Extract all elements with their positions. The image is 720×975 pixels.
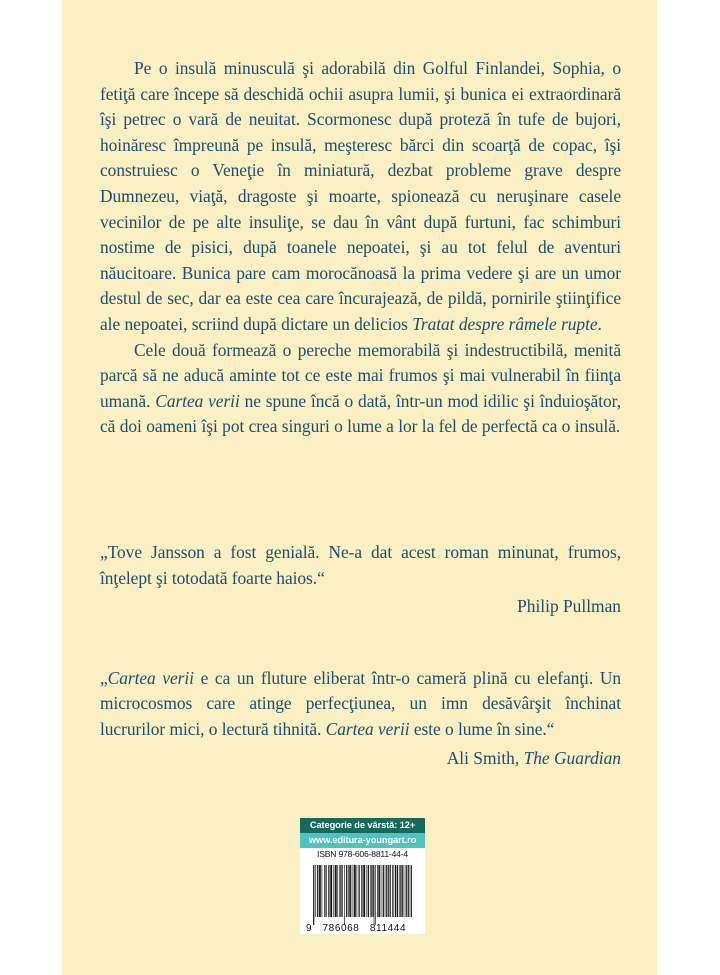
book-back-cover-page <box>62 0 657 975</box>
press-quote <box>100 666 621 771</box>
quote-attribution: Philip Pullman <box>517 596 621 617</box>
press-quotes-block <box>100 540 621 771</box>
age-category-label: Categorie de vârstă: 12+ <box>300 818 425 833</box>
blurb-text-column <box>100 56 621 440</box>
blurb-paragraph: Cele două formează o pereche memorabilă şi indestructibilă, menită parcă să ne aducă aminte tot ce este mai frumos şi mai vulnerabil în fiinţa umană. Cartea verii ne spune încă o dată, într-un mod idilic şi înduioşător, că doi oameni îşi pot crea singuri o lume a lor la fel de perfectă ca o insulă. <box>100 339 621 437</box>
quote-text: „Cartea verii e ca un fluture eliberat într-o cameră plină cu elefanţi. Un microcosmos care atinge perfecţiunea, un imn desăvârşit închinat lucrurilor mici, o lectură tihnită. Cartea verii este o lume în sine.“ <box>100 667 621 739</box>
italic-title: Cartea verii <box>155 390 240 411</box>
barcode-digit-group-right: 811444 <box>369 923 407 934</box>
isbn-barcode-card <box>300 818 425 934</box>
publisher-website-label[interactable]: www.editura-youngart.ro <box>300 833 425 848</box>
italic-title: The Guardian <box>523 747 621 768</box>
italic-title: Tratat despre râmele rupte <box>412 313 598 334</box>
quote-attribution: Ali Smith, The Guardian <box>446 747 621 768</box>
quote-text: „Tove Jansson a fost genială. Ne-a dat acest roman minunat, frumos, înţelept şi totodată foarte haios.“ <box>100 542 621 588</box>
barcode-digit-group-mid: 786068 <box>322 923 360 934</box>
ean13-barcode <box>300 861 425 934</box>
blurb-paragraph: Pe o insulă minusculă şi adorabilă din Golful Finlandei, Sophia, o fetiţă care începe să deschidă ochii asupra lumii, şi bunica ei extraordinară îşi petrec o vară de neuitat. Scormonesc după proteză în tufe de bujori, hoinăresc împreună pe insulă, meşteresc bărci din scoarţă de copac, îşi construiesc o Veneţie în miniatură, dezbat probleme grave despre Dumnezeu, viaţă, dragoste şi moarte, spionează cu neruşinare casele vecinilor de pe alte insuliţe, se dau în vânt după furtuni, fac schimburi nostime de pisici, după toanele nepoatei, şi au tot felul de aventuri năucitoare. Bunica pare cam morocănoasă la prima vedere şi are un umor destul de sec, dar ea este cea care încurajează, de pildă, pornirile ştiinţifice ale nepoatei, scriind după dictare un delicios Tratat despre râmele rupte. <box>100 58 621 334</box>
italic-title: Cartea verii <box>325 718 410 739</box>
italic-title: Cartea verii <box>107 667 194 688</box>
press-quote <box>100 540 621 620</box>
barcode-digit-group-left: 9 <box>306 923 313 934</box>
isbn-label: ISBN 978-606-8811-44-4 <box>300 848 425 861</box>
